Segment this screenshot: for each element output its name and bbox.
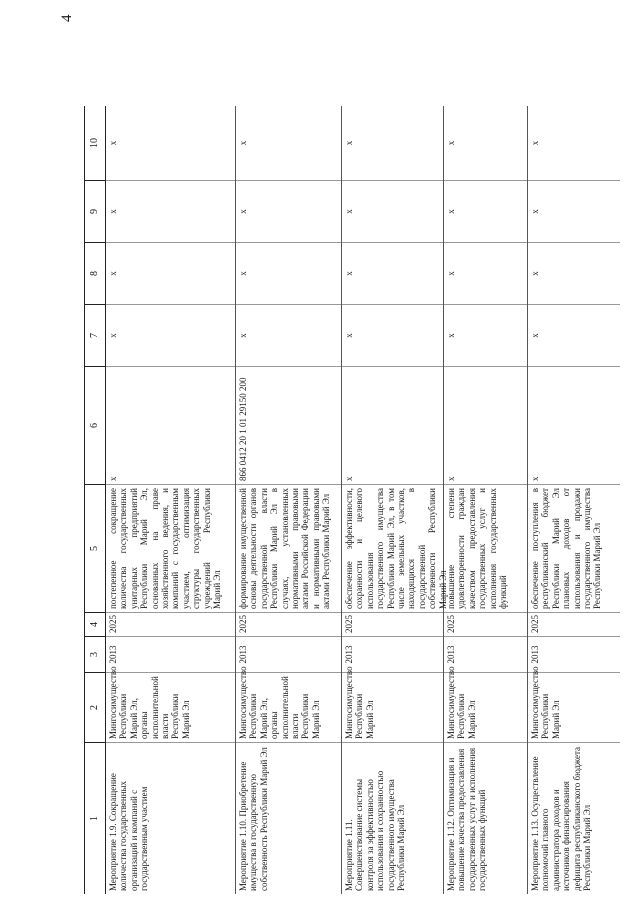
value-col-8: х xyxy=(444,242,527,304)
start-year: 2013 xyxy=(444,636,527,672)
expected-result: обеспечение эффективности, сохранности и целевого использования государственного имущества Республики Марий Эл, в том числе земельных участков, находящихся в государственной собственности Республики Марий Эл xyxy=(342,484,443,612)
budget-code: х xyxy=(342,366,443,484)
page-number: 4 xyxy=(59,14,75,22)
expected-result: формирование имущественной основы деятельности органов государственной власти Республики Марий Эл в случаях, установленных нормативными правовыми актами Российской Федерации и нормативными правовыми актами Республики Марий Эл xyxy=(236,484,341,612)
start-year: 2013 xyxy=(342,636,443,672)
column-header-3: 3 xyxy=(85,636,105,672)
value-col-10: х xyxy=(344,140,354,146)
measure-name: Мероприятие 1.10. Приобретение имущества в государственную собственность Республики Марий Эл xyxy=(236,742,341,894)
budget-code: 866 0412 20 1 01 29150 200 xyxy=(236,366,341,484)
executor: Мингосимущество Республики Марий Эл, органы исполнительной власти Республики Марий Эл xyxy=(106,672,235,742)
expected-result: обеспечение поступления в республиканский бюджет Республики Марий Эл плановых доходов от использования и продажи государственного имущества Республики Марий Эл xyxy=(528,484,620,612)
value-col-9: х xyxy=(342,180,443,242)
executor: Мингосимущество Республики Марий Эл, органы исполнительной власти Республики Марий Эл xyxy=(236,672,341,742)
value-col-10: х xyxy=(238,140,248,146)
end-year: 2025 xyxy=(106,612,235,636)
expected-result: повышение степени удовлетворенности граждан качеством предоставления государственных услуг и исполнения государственных функций xyxy=(444,484,527,612)
start-year: 2013 xyxy=(236,636,341,672)
end-year: 2025 xyxy=(528,612,620,636)
column-header-10: 10 xyxy=(89,138,100,148)
end-year: 2025 xyxy=(444,612,527,636)
measures-table xyxy=(84,106,620,894)
column-header-9: 9 xyxy=(85,180,105,242)
value-col-7: х xyxy=(342,304,443,366)
value-col-8: х xyxy=(342,242,443,304)
start-year: 2013 xyxy=(106,636,235,672)
table-header-row xyxy=(84,106,106,894)
measure-name: Мероприятие 1.13. Осуществление полномочий главного администратора доходов и источников финансирования дефицита республиканского бюджета Республики Марий Эл xyxy=(528,742,620,894)
budget-code: х xyxy=(528,366,620,484)
end-year: 2025 xyxy=(236,612,341,636)
table-row xyxy=(236,106,342,894)
value-col-9: х xyxy=(106,180,235,242)
budget-code: х xyxy=(106,366,235,484)
column-header-8: 8 xyxy=(85,242,105,304)
table-row xyxy=(528,106,620,894)
value-col-8: х xyxy=(528,242,620,304)
value-col-7: х xyxy=(236,304,341,366)
value-col-9: х xyxy=(236,180,341,242)
column-header-7: 7 xyxy=(85,304,105,366)
expected-result: постепенное сокращение количества государственных унитарных предприятий Республики Марий Эл, основанных на праве хозяйственного ведения, и компаний с государственным участием, оптимизация структуры государственных учреждений Республики Марий Эл xyxy=(106,484,235,612)
budget-code: х xyxy=(444,366,527,484)
measure-name: Мероприятие 1.11. Совершенствование системы контроля за эффективностью использования и сохранностью государственного имущества Республики Марий Эл xyxy=(342,742,443,894)
column-header-4: 4 xyxy=(85,612,105,636)
end-year: 2025 xyxy=(342,612,443,636)
value-col-9: х xyxy=(444,180,527,242)
table-row xyxy=(342,106,448,894)
executor: Мингосимущество Республики Марий Эл xyxy=(444,672,527,742)
value-col-7: х xyxy=(528,304,620,366)
measure-name: Мероприятие 1.12. Оптимизация и повышение качества предоставления государственных услуг и исполнения государственных функций xyxy=(444,742,527,894)
column-header-2: 2 xyxy=(85,672,105,742)
table-row xyxy=(444,106,528,894)
column-header-5: 5 xyxy=(85,484,105,612)
value-col-7: х xyxy=(106,304,235,366)
value-col-8: х xyxy=(236,242,341,304)
value-col-8: х xyxy=(106,242,235,304)
column-header-6: 6 xyxy=(85,366,105,484)
table-row xyxy=(106,106,236,894)
value-col-10: х xyxy=(530,140,540,146)
measure-name: Мероприятие 1.9. Сокращение количества государственных организаций и компаний с государственным участием xyxy=(106,742,235,894)
value-col-10: х xyxy=(446,140,456,146)
column-header-1: 1 xyxy=(85,742,105,894)
value-col-7: х xyxy=(444,304,527,366)
start-year: 2013 xyxy=(528,636,620,672)
executor: Мингосимущество Республики Марий Эл xyxy=(342,672,443,742)
value-col-9: х xyxy=(528,180,620,242)
value-col-10: х xyxy=(108,140,118,146)
executor: Мингосимущество Республики Марий Эл xyxy=(528,672,620,742)
